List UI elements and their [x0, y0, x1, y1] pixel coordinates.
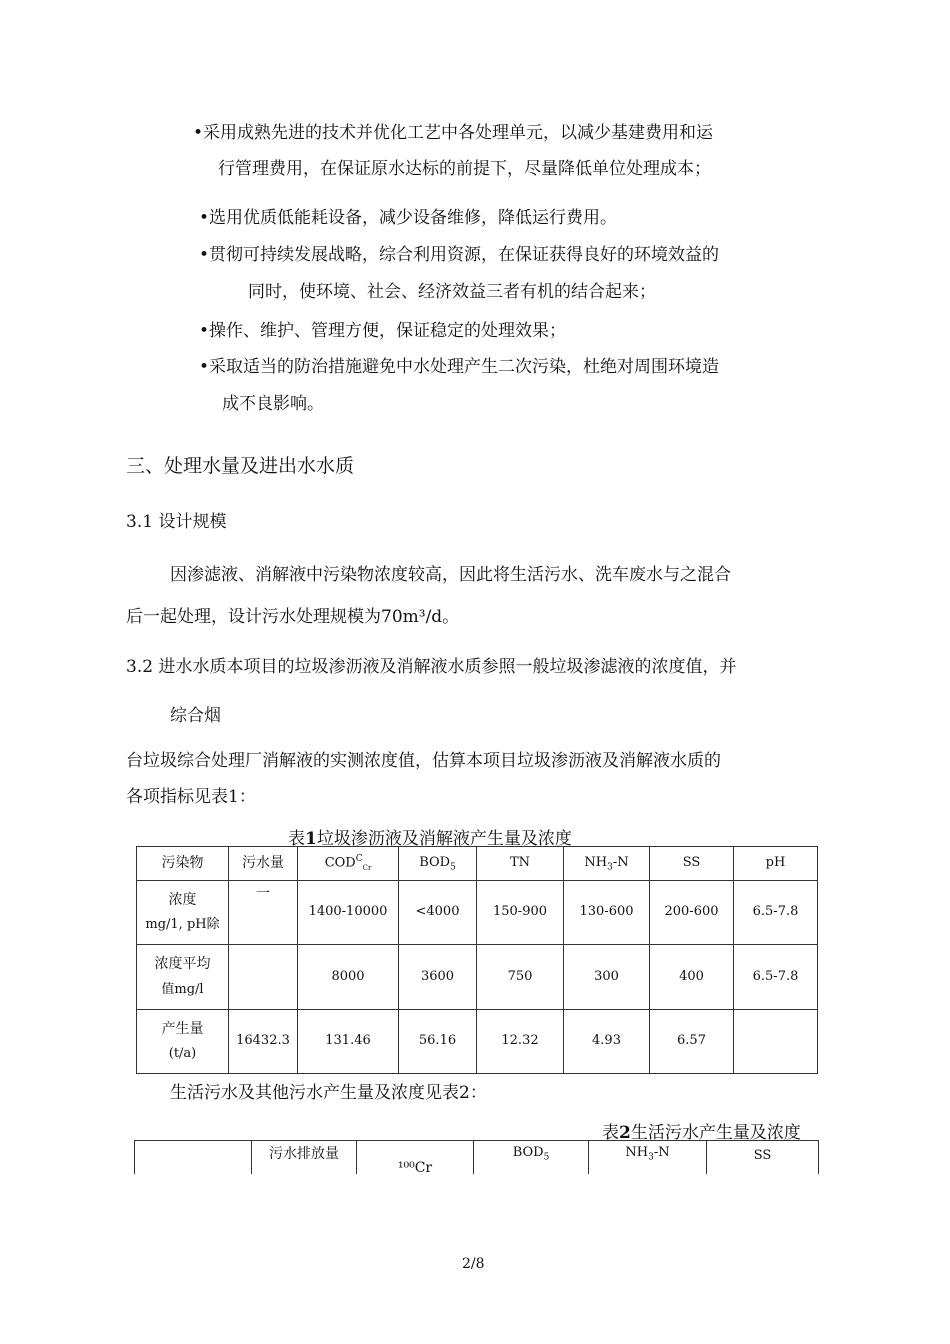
table-cell: 6.5-7.8: [734, 881, 818, 945]
row-label: 浓度平均 值mg/l: [137, 945, 229, 1010]
table-cell: 130-600: [564, 881, 650, 945]
table-cell: [734, 1010, 818, 1074]
table-2-clip: [0, 1140, 950, 1174]
table-cell: 150-900: [477, 881, 564, 945]
table-row: [137, 945, 818, 1010]
bullet-4: •操作、维护、管理方便，保证稳定的处理效果；: [199, 321, 567, 341]
table-2-caption-number: 2: [619, 1123, 631, 1143]
section-3-1-heading: 3.1 设计规模: [126, 512, 227, 532]
row-label: 浓度 mg/1, pH除: [137, 881, 229, 945]
bullet-5-line-2: 成不良影响。: [222, 394, 324, 414]
header-bod: $BOD_5$: [474, 1141, 589, 1175]
table-1-header-row: [137, 847, 818, 881]
bullet-3-line-2: 同时，使环境、社会、经济效益三者有机的结合起来；: [248, 282, 656, 302]
header-cod: ¹⁰⁰Cr: [357, 1141, 474, 1175]
bullet-1-line-2: 行管理费用，在保证原水达标的前提下，尽量降低单位处理成本；: [218, 159, 711, 179]
section-3-heading: 三、处理水量及进出水水质: [126, 455, 355, 477]
header-ss: SS: [707, 1141, 819, 1175]
row-label: 产生量 (t/a): [137, 1010, 229, 1074]
table-cell: 16432.3: [229, 1010, 298, 1074]
table-cell: 6.5-7.8: [734, 945, 818, 1010]
table-cell: 300: [564, 945, 650, 1010]
table-2-header-row: [135, 1141, 819, 1175]
header-bod: $BOD_5$: [399, 847, 477, 881]
section-3-1-para-line-1: 因渗滤液、消解液中污染物浓度较高，因此将生活污水、洗车废水与之混合: [170, 565, 731, 585]
table-cell: 12.32: [477, 1010, 564, 1074]
header-ph: pH: [734, 847, 818, 881]
table-cell: [229, 945, 298, 1010]
header-discharge: 污水排放量: [252, 1141, 357, 1175]
table-cell: 400: [650, 945, 734, 1010]
header-nh3: $NH_3-N$: [589, 1141, 707, 1175]
table-row: [137, 1010, 818, 1074]
table-cell: 一: [229, 881, 298, 945]
section-3-1-para-line-2: 后一起处理，设计污水处理规模为70m³/d。: [126, 607, 460, 627]
bullet-2: •选用优质低能耗设备，减少设备维修，降低运行费用。: [199, 208, 618, 228]
section-3-2-line-1: 3.2 进水水质本项目的垃圾渗沥液及消解液水质参照一般垃圾渗滤液的浓度值，并: [126, 657, 737, 677]
bullet-5-line-1: •采取适当的防治措施避免中水处理产生二次污染，杜绝对周围环境造: [199, 357, 720, 377]
table-cell: 4.93: [564, 1010, 650, 1074]
header-blank: [135, 1141, 252, 1175]
header-pollutant: 污染物: [137, 847, 229, 881]
header-ss: SS: [650, 847, 734, 881]
table-1-caption-text: 垃圾渗沥液及消解液产生量及浓度: [316, 829, 572, 849]
table-cell: 200-600: [650, 881, 734, 945]
table-cell: 8000: [298, 945, 399, 1010]
table-2-caption-text: 生活污水产生量及浓度: [630, 1123, 801, 1143]
bullet-3-line-1: •贯彻可持续发展战略，综合利用资源，在保证获得良好的环境效益的: [199, 245, 720, 265]
table-cell: <4000: [399, 881, 477, 945]
table-2-intro: 生活污水及其他污水产生量及浓度见表2：: [170, 1083, 487, 1103]
table-cell: 131.46: [298, 1010, 399, 1074]
table-cell: 1400-10000: [298, 881, 399, 945]
table-1-caption-prefix: 表: [288, 829, 305, 849]
page-number: 2/8: [462, 1256, 485, 1272]
section-3-2-line-3: 台垃圾综合处理厂消解液的实测浓度值，估算本项目垃圾渗沥液及消解液水质的: [126, 751, 721, 771]
table-cell: 56.16: [399, 1010, 477, 1074]
header-volume: 污水量: [229, 847, 298, 881]
table-row: [137, 881, 818, 945]
table-cell: 6.57: [650, 1010, 734, 1074]
table-1-caption-number: 1: [305, 829, 317, 849]
table-2: [134, 1140, 819, 1174]
table-2-caption-prefix: 表: [602, 1123, 619, 1143]
header-nh3: $NH_3-N$: [564, 847, 650, 881]
section-3-2-line-2: 综合烟: [170, 706, 221, 726]
table-cell: 750: [477, 945, 564, 1010]
header-tn: TN: [477, 847, 564, 881]
table-1: [136, 846, 818, 1074]
table-cell: 3600: [399, 945, 477, 1010]
header-cod: $COD^C_{Cr}$: [298, 847, 399, 881]
bullet-1-line-1: •采用成熟先进的技术并优化工艺中各处理单元，以减少基建费用和运: [193, 123, 714, 143]
section-3-2-line-4: 各项指标见表1：: [126, 787, 256, 807]
